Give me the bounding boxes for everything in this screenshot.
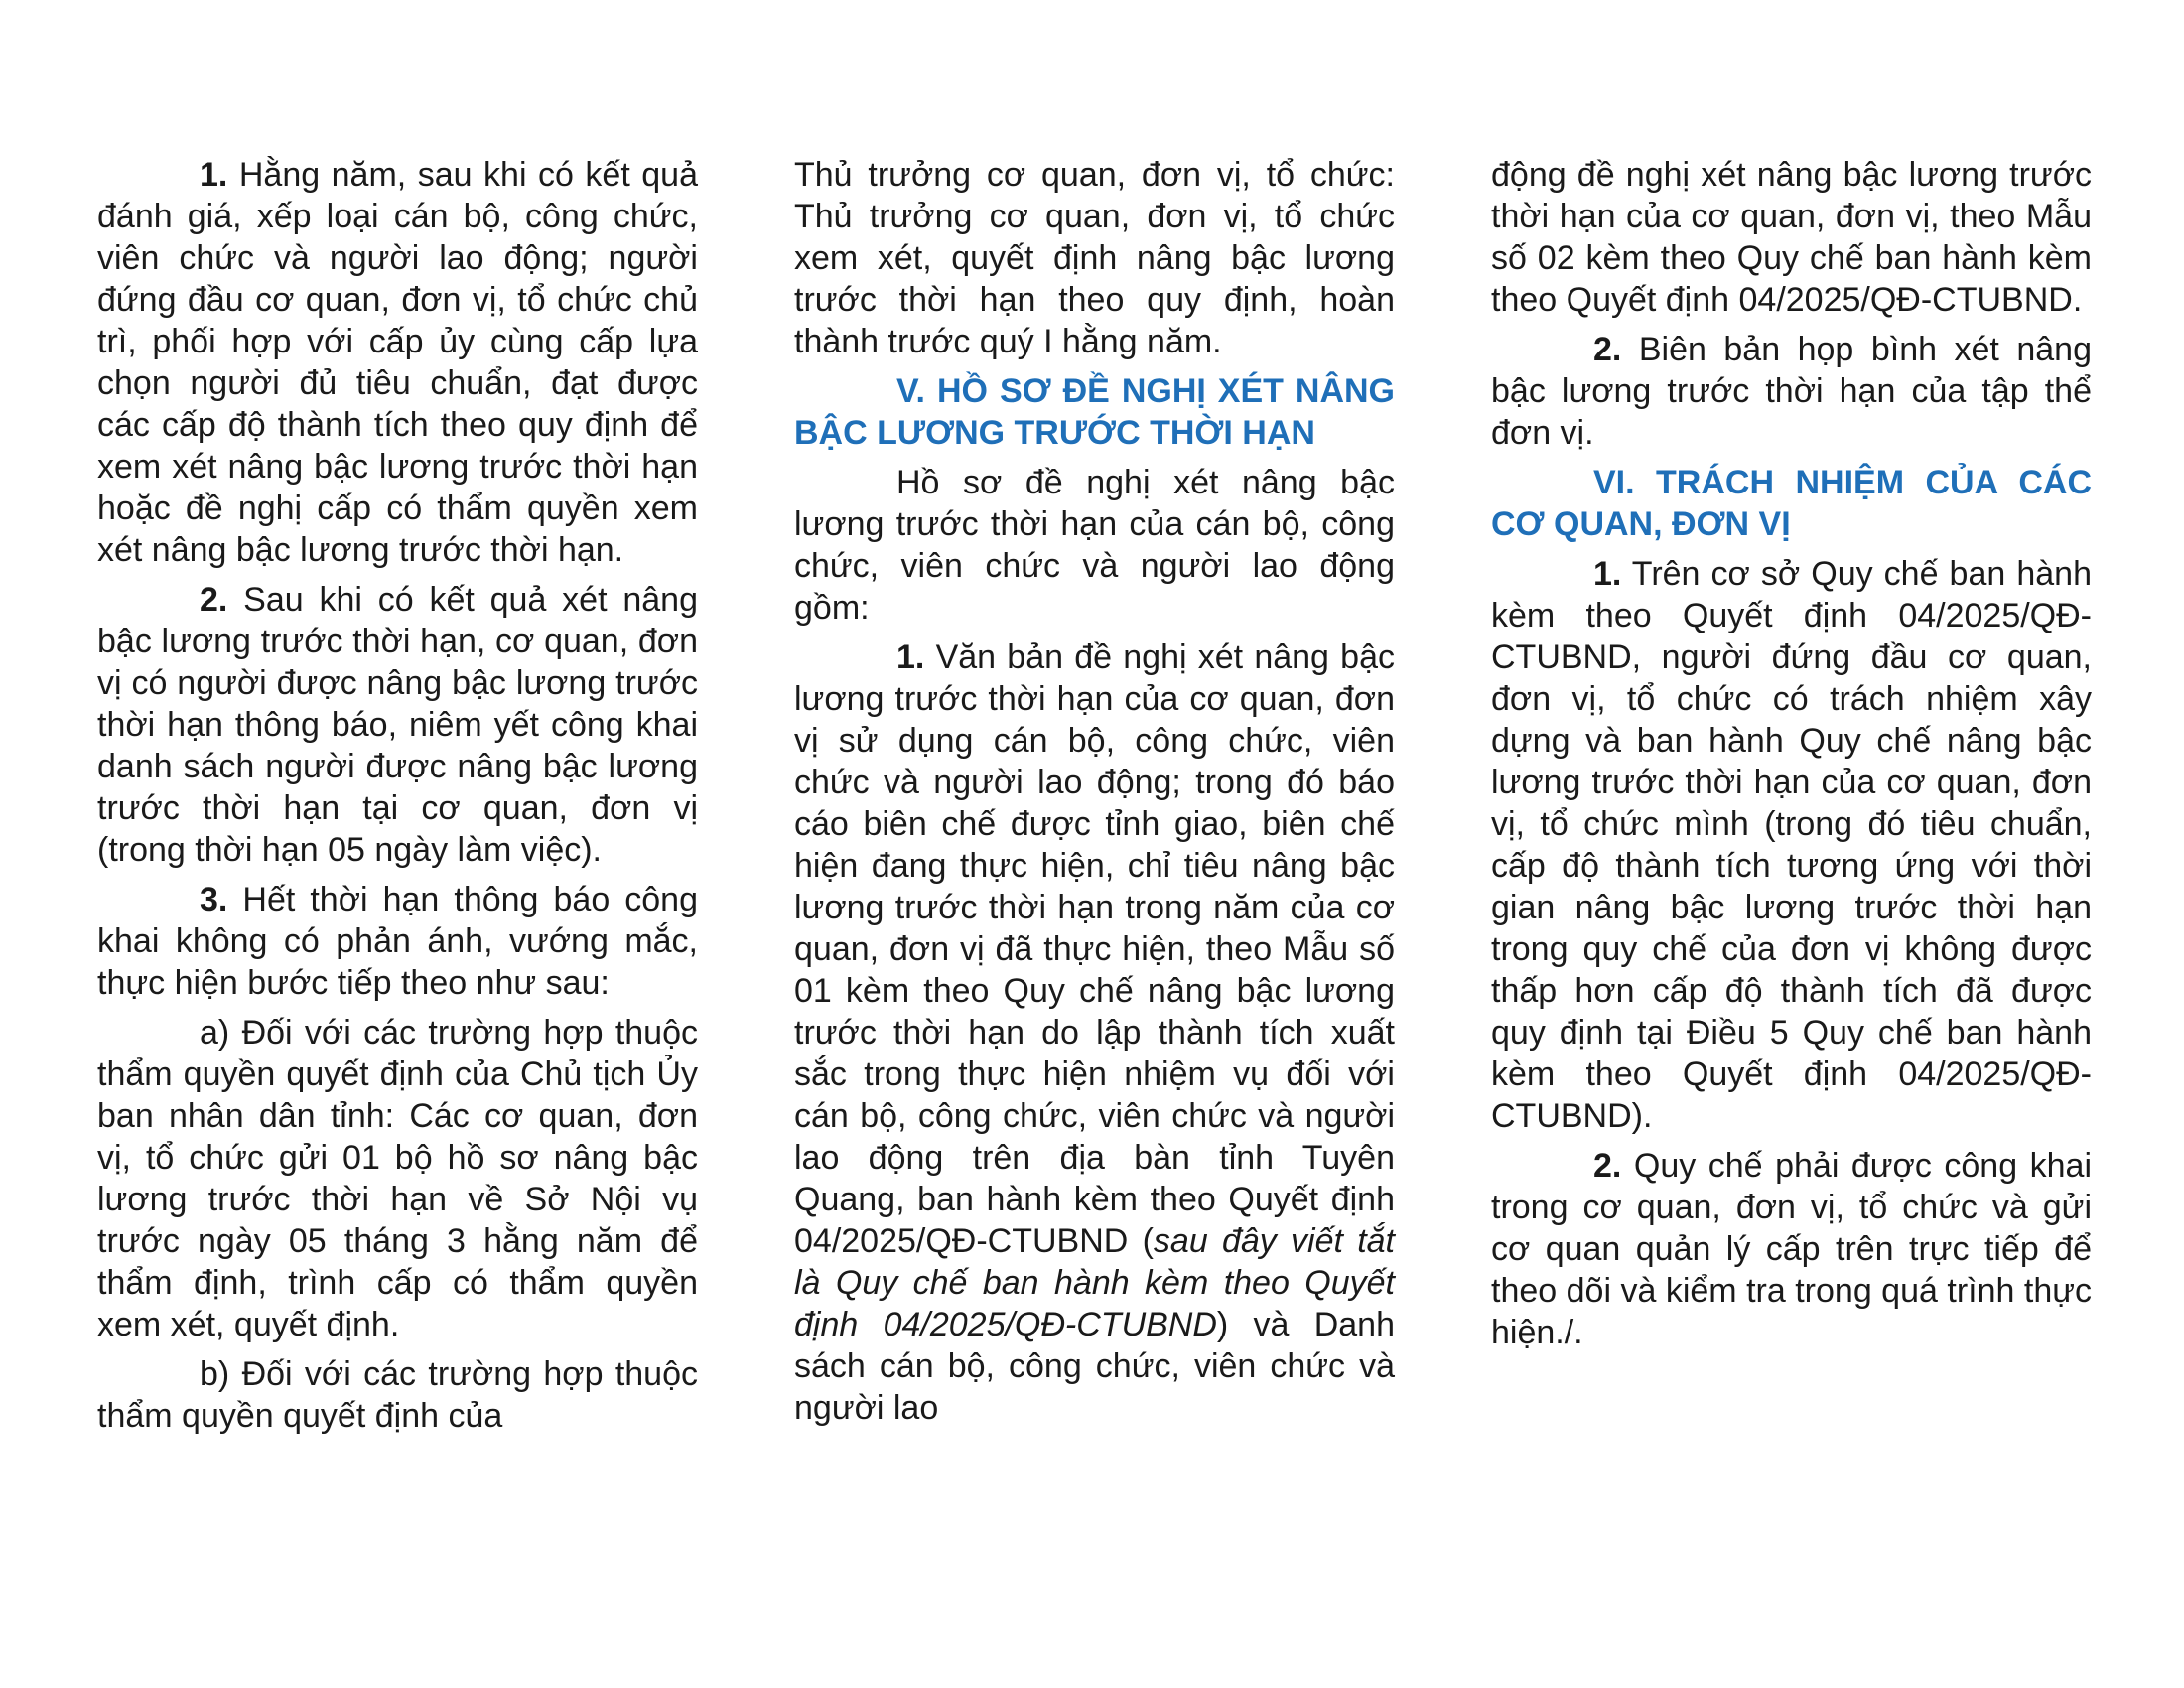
item-number: 1.: [200, 156, 228, 194]
paragraph: [97, 154, 698, 571]
item-number: 2.: [1593, 1147, 1622, 1185]
paragraph-text: động đề nghị xét nâng bậc lương trước thời hạn của cơ quan, đơn vị, theo Mẫu số 02 kèm theo Quy chế ban hành kèm theo Quyết định 04/2025/QĐ-CTUBND.: [1491, 156, 2092, 319]
paragraph-text: Quy chế phải được công khai trong cơ quan, đơn vị, tổ chức và gửi cơ quan quản lý cấp trên trực tiếp để theo dõi và kiểm tra trong quá trình thực hiện./.: [1491, 1147, 2092, 1351]
paragraph: [97, 879, 698, 1004]
column-1: [97, 154, 698, 1445]
section-heading-vi: VI. TRÁCH NHIỆM CỦA CÁC CƠ QUAN, ĐƠN VỊ: [1491, 464, 2092, 543]
paragraph-text: Sau khi có kết quả xét nâng bậc lương trước thời hạn, cơ quan, đơn vị có người được nâng bậc lương trước thời hạn thông báo, niêm yết công khai danh sách người được nâng bậc lương trước thời hạn tại cơ quan, đơn vị (trong thời hạn 05 ngày làm việc).: [97, 581, 698, 869]
paragraph: [794, 154, 1395, 362]
paragraph: [1491, 329, 2092, 454]
paragraph: [97, 1353, 698, 1437]
column-2: [794, 154, 1395, 1437]
paragraph-text: Hết thời hạn thông báo công khai không có phản ánh, vướng mắc, thực hiện bước tiếp theo như sau:: [97, 881, 698, 1002]
item-number: 2.: [1593, 331, 1622, 368]
paragraph-text: ) và Danh sách cán bộ, công chức, viên chức và người lao: [794, 1306, 1395, 1427]
item-number: 2.: [200, 581, 228, 619]
item-number: 1.: [1593, 555, 1622, 593]
paragraph-text: Biên bản họp bình xét nâng bậc lương trước thời hạn của tập thể đơn vị.: [1491, 331, 2092, 452]
item-number: 1.: [896, 638, 925, 676]
italic-note: sau đây viết tắt là Quy chế ban hành kèm theo Quyết định 04/2025/QĐ-CTUBND: [794, 1222, 1395, 1343]
paragraph-text: b) Đối với các trường hợp thuộc thẩm quyền quyết định của: [97, 1355, 698, 1435]
section-heading-v: V. HỒ SƠ ĐỀ NGHỊ XÉT NÂNG BẬC LƯƠNG TRƯỚC THỜI HẠN: [794, 372, 1395, 452]
paragraph-text: Hồ sơ đề nghị xét nâng bậc lương trước thời hạn của cán bộ, công chức, viên chức và người lao động gồm:: [794, 464, 1395, 627]
paragraph: [794, 462, 1395, 629]
paragraph-text: a) Đối với các trường hợp thuộc thẩm quyền quyết định của Chủ tịch Ủy ban nhân dân tỉnh: Các cơ quan, đơn vị, tổ chức gửi 01 bộ hồ sơ nâng bậc lương trước thời hạn về Sở Nội vụ trước ngày 05 tháng 3 hằng năm để thẩm định, trình cấp có thẩm quyền xem xét, quyết định.: [97, 1014, 698, 1343]
column-3: [1491, 154, 2092, 1361]
paragraph: [1491, 154, 2092, 321]
paragraph: [794, 636, 1395, 1429]
paragraph: [1491, 553, 2092, 1137]
paragraph: [97, 579, 698, 871]
paragraph-text: Thủ trưởng cơ quan, đơn vị, tổ chức: Thủ trưởng cơ quan, đơn vị, tổ chức xem xét, quyết định nâng bậc lương trước thời hạn theo quy định, hoàn thành trước quý I hằng năm.: [794, 156, 1395, 360]
paragraph-text: Văn bản đề nghị xét nâng bậc lương trước thời hạn của cơ quan, đơn vị sử dụng cán bộ, công chức, viên chức và người lao động; trong đó báo cáo biên chế được tỉnh giao, biên chế hiện đang thực hiện, chỉ tiêu nâng bậc lương trước thời hạn trong năm của cơ quan, đơn vị đã thực hiện, theo Mẫu số 01 kèm theo Quy chế nâng bậc lương trước thời hạn do lập thành tích xuất sắc trong thực hiện nhiệm vụ đối với cán bộ, công chức, viên chức và người lao động trên địa bàn tỉnh Tuyên Quang, ban hành kèm theo Quyết định 04/2025/QĐ-CTUBND (: [794, 638, 1395, 1260]
paragraph-text: Trên cơ sở Quy chế ban hành kèm theo Quyết định 04/2025/QĐ-CTUBND, người đứng đầu cơ quan, đơn vị, tổ chức có trách nhiệm xây dựng và ban hành Quy chế nâng bậc lương trước thời hạn của cơ quan, đơn vị, tổ chức mình (trong đó tiêu chuẩn, cấp độ thành tích tương ứng với thời gian nâng bậc lương trước thời hạn trong quy chế của đơn vị không được thấp hơn cấp độ thành tích đã được quy định tại Điều 5 Quy chế ban hành kèm theo Quyết định 04/2025/QĐ-CTUBND).: [1491, 555, 2092, 1135]
paragraph: [1491, 1145, 2092, 1353]
paragraph-text: Hằng năm, sau khi có kết quả đánh giá, xếp loại cán bộ, công chức, viên chức và người lao động; người đứng đầu cơ quan, đơn vị, tổ chức chủ trì, phối hợp với cấp ủy cùng cấp lựa chọn người đủ tiêu chuẩn, đạt được các cấp độ thành tích theo quy định để xem xét nâng bậc lương trước thời hạn hoặc đề nghị cấp có thẩm quyền xem xét nâng bậc lương trước thời hạn.: [97, 156, 698, 569]
paragraph: [97, 1012, 698, 1345]
item-number: 3.: [200, 881, 228, 918]
